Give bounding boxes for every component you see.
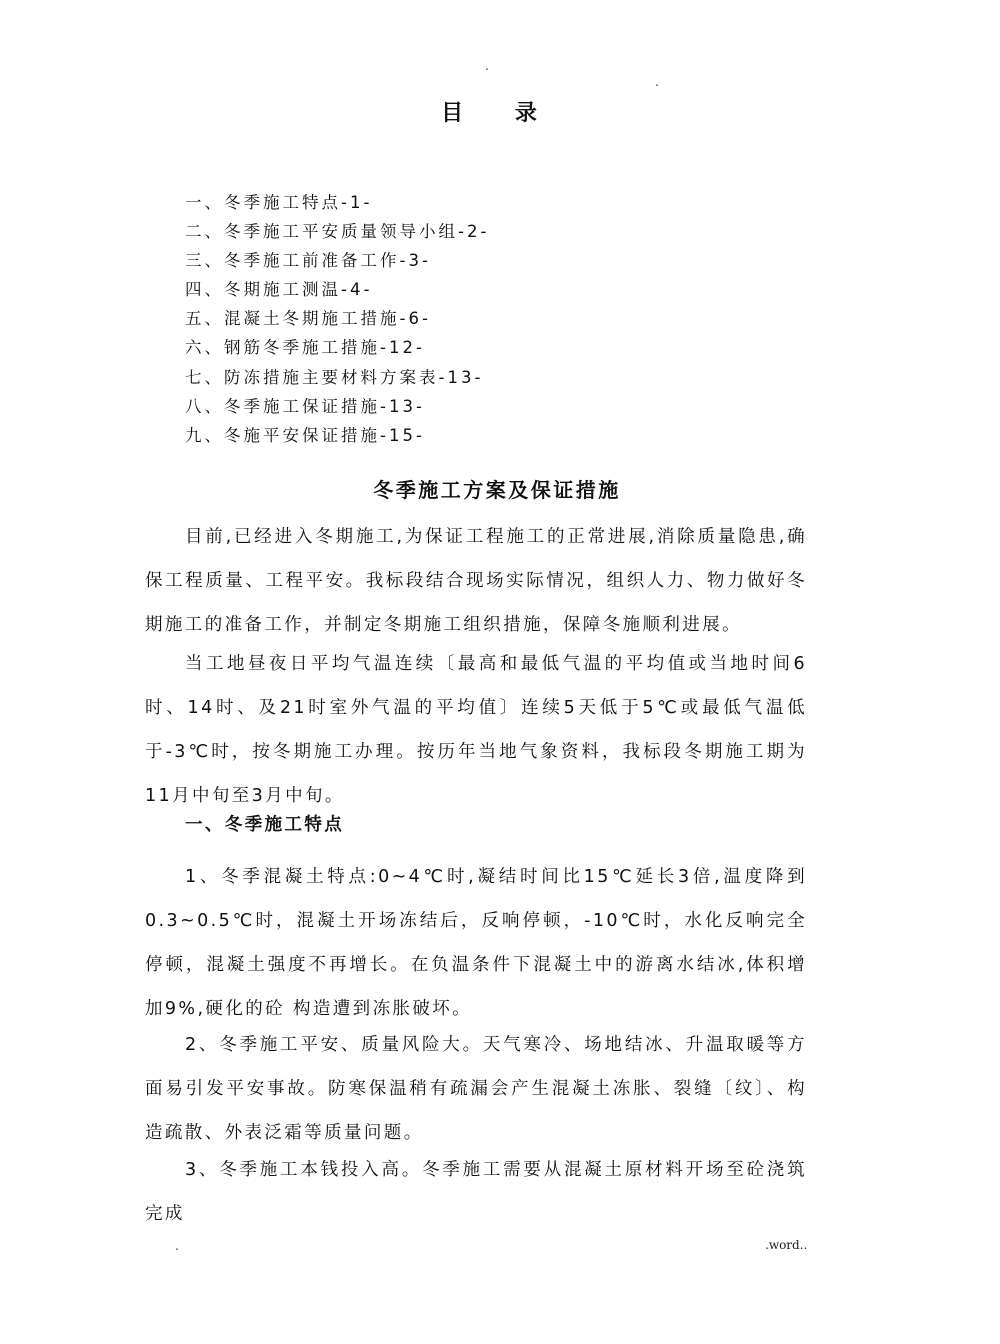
toc-item: 六、钢筋冬季施工措施-12- xyxy=(185,338,425,358)
toc-item: 二、冬季施工平安质量领导小组-2- xyxy=(185,222,490,242)
body-paragraph: 1、冬季混凝土特点:0~4℃时,凝结时间比15℃延长3倍,温度降到0.3~0.5℃时，混凝土开场冻结后，反响停顿，-10℃时，水化反响完全停顿，混凝土强度不再增长。在负温条件下混凝土中的游离水结冰,体积增加9%,硬化的砼 构造遭到冻胀破坏。 xyxy=(145,867,807,1019)
header-dot-mark: . xyxy=(655,75,659,89)
toc-item: 一、冬季施工特点-1- xyxy=(185,193,373,212)
body-paragraph: 3、冬季施工本钱投入高。冬季施工需要从混凝土原材料开场至砼浇筑完成 xyxy=(145,1160,807,1224)
header-dot-mark: . xyxy=(485,59,489,73)
toc-title: 目 录 xyxy=(441,101,559,126)
intro-paragraph: 目前,已经进入冬期施工,为保证工程施工的正常进展,消除质量隐患,确保工程质量、工程平安。我标段结合现场实际情况，组织人力、物力做好冬期施工的准备工作，并制定冬期施工组织措施，保障冬施顺利进展。 xyxy=(145,527,807,635)
page-footer: .word.. xyxy=(765,1238,808,1252)
toc-item: 八、冬季施工保证措施-13- xyxy=(185,396,425,416)
toc-item: 四、冬期施工测温-4- xyxy=(185,280,373,300)
toc-item: 三、冬季施工前准备工作-3- xyxy=(185,251,431,271)
footer-dot-mark: . xyxy=(175,1239,179,1253)
table-of-contents xyxy=(185,188,489,450)
section-heading: 一、冬季施工特点 xyxy=(185,815,345,835)
toc-item: 五、混凝土冬期施工措施-6- xyxy=(185,309,431,329)
temperature-paragraph: 当工地昼夜日平均气温连续〔最高和最低气温的平均值或当地时间6时、14时、及21时室外气温的平均值〕连续5天低于5℃或最低气温低于-3℃时，按冬期施工办理。按历年当地气象资料，我标段冬期施工期为11月中旬至3月中旬。 xyxy=(145,654,807,806)
toc-item: 七、防冻措施主要材料方案表-13- xyxy=(185,367,484,387)
body-paragraph: 2、冬季施工平安、质量风险大。天气寒冷、场地结冰、升温取暖等方面易引发平安事故。防寒保温稍有疏漏会产生混凝土冻胀、裂缝〔纹〕、构造疏散、外表泛霜等质量问题。 xyxy=(145,1035,807,1143)
document-title: 冬季施工方案及保证措施 xyxy=(373,478,621,502)
toc-item: 九、冬施平安保证措施-15- xyxy=(185,425,425,445)
